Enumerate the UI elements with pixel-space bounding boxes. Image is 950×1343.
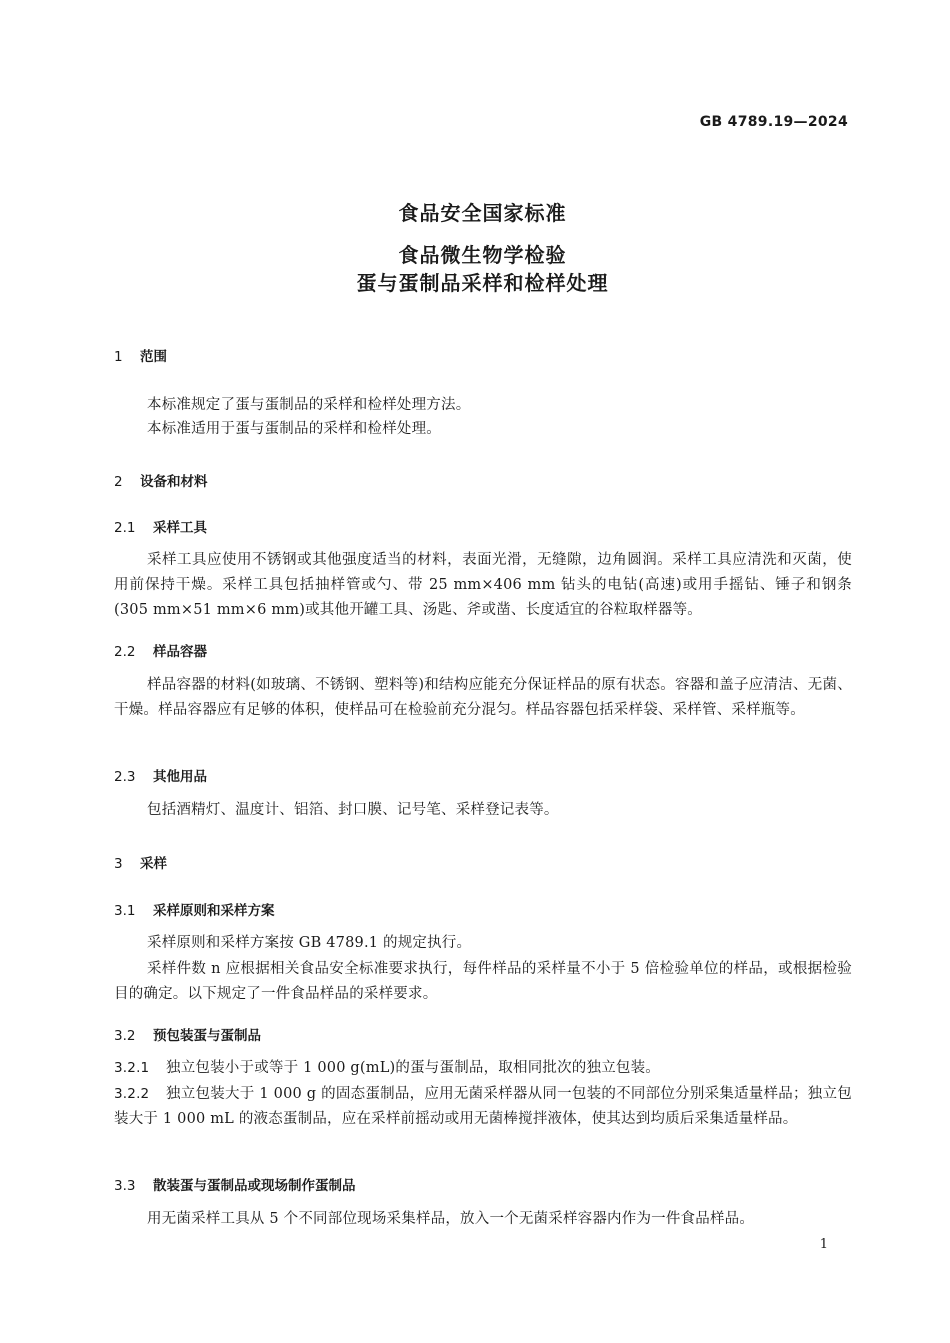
section-number: 2.1	[114, 520, 136, 536]
section-title: 采样	[140, 856, 167, 872]
document-title: 食品安全国家标准	[398, 201, 567, 225]
section-2-1-heading	[114, 516, 207, 536]
section-3-2-heading	[114, 1024, 261, 1044]
section-3-3-paragraph: 用无菌采样工具从 5 个不同部位现场采集样品，放入一个无菌采样容器内作为一件食品样品。	[147, 1211, 755, 1227]
standard-code: GB 4789.19—2024	[699, 114, 848, 130]
section-3-heading	[114, 852, 167, 872]
document-subtitle-2: 蛋与蛋制品采样和检样处理	[356, 271, 609, 295]
section-title: 设备和材料	[140, 474, 208, 490]
section-number: 3	[114, 856, 123, 872]
section-title: 采样原则和采样方案	[153, 903, 275, 919]
section-3-1-paragraph-1: 采样原则和采样方案按 GB 4789.1 的规定执行。	[147, 935, 472, 951]
section-title: 预包装蛋与蛋制品	[153, 1028, 261, 1044]
document-subtitle-1: 食品微生物学检验	[398, 243, 567, 267]
section-2-2-paragraph: 样品容器的材料(如玻璃、不锈钢、塑料等)和结构应能充分保证样品的原有状态。容器和盖子应清洁、无菌、干燥。样品容器应有足够的体积，使样品可在检验前充分混匀。样品容器包括采样袋、采样管、采样瓶等。	[114, 677, 852, 718]
section-3-1-paragraph-2: 采样件数 n 应根据相关食品安全标准要求执行，每件样品的采样量不小于 5 倍检验单位的样品，或根据检验目的确定。以下规定了一件食品样品的采样要求。	[114, 961, 852, 1002]
section-2-3-paragraph: 包括酒精灯、温度计、铝箔、封口膜、记号笔、采样登记表等。	[147, 802, 559, 818]
clause-3-2-1	[114, 1056, 852, 1081]
section-number: 2	[114, 474, 123, 490]
section-1-heading	[114, 345, 167, 365]
section-1-paragraph-1: 本标准规定了蛋与蛋制品的采样和检样处理方法。	[147, 397, 471, 413]
section-3-1-heading	[114, 899, 275, 919]
section-title: 散装蛋与蛋制品或现场制作蛋制品	[153, 1178, 356, 1194]
section-3-3-heading	[114, 1174, 356, 1194]
page-number: 1	[819, 1237, 828, 1252]
section-number: 2.2	[114, 644, 136, 660]
clause-text: 独立包装大于 1 000 g 的固态蛋制品，应用无菌采样器从同一包装的不同部位分别采集适量样品；独立包装大于 1 000 mL 的液态蛋制品，应在采样前摇动或用无菌棒搅拌液体，使其达到均质后采集适量样品。	[114, 1086, 852, 1127]
section-2-2-heading	[114, 640, 207, 660]
section-number: 3.3	[114, 1178, 136, 1194]
section-number: 2.3	[114, 769, 136, 785]
section-number: 1	[114, 349, 123, 365]
section-number: 3.1	[114, 903, 136, 919]
section-number: 3.2	[114, 1028, 136, 1044]
section-1-paragraph-2: 本标准适用于蛋与蛋制品的采样和检样处理。	[147, 421, 441, 437]
clause-text: 独立包装小于或等于 1 000 g(mL)的蛋与蛋制品，取相同批次的独立包装。	[166, 1060, 661, 1076]
clause-number: 3.2.1	[114, 1060, 150, 1076]
clause-3-2-2	[114, 1082, 852, 1132]
section-2-3-heading	[114, 765, 207, 785]
section-title: 样品容器	[153, 644, 207, 660]
section-title: 其他用品	[153, 769, 207, 785]
section-2-1-paragraph: 采样工具应使用不锈钢或其他强度适当的材料，表面光滑，无缝隙，边角圆润。采样工具应清洗和灭菌，使用前保持干燥。采样工具包括抽样管或勺、带 25 mm×406 mm 钻头的电钻(高速)或用手摇钻、锤子和钢条(305 mm×51 mm×6 mm)或其他开罐工具、汤匙、斧或凿、长度适宜的谷粒取样器等。	[114, 552, 852, 618]
section-2-heading	[114, 470, 208, 490]
clause-number: 3.2.2	[114, 1086, 150, 1102]
section-title: 范围	[140, 349, 167, 365]
section-title: 采样工具	[153, 520, 207, 536]
